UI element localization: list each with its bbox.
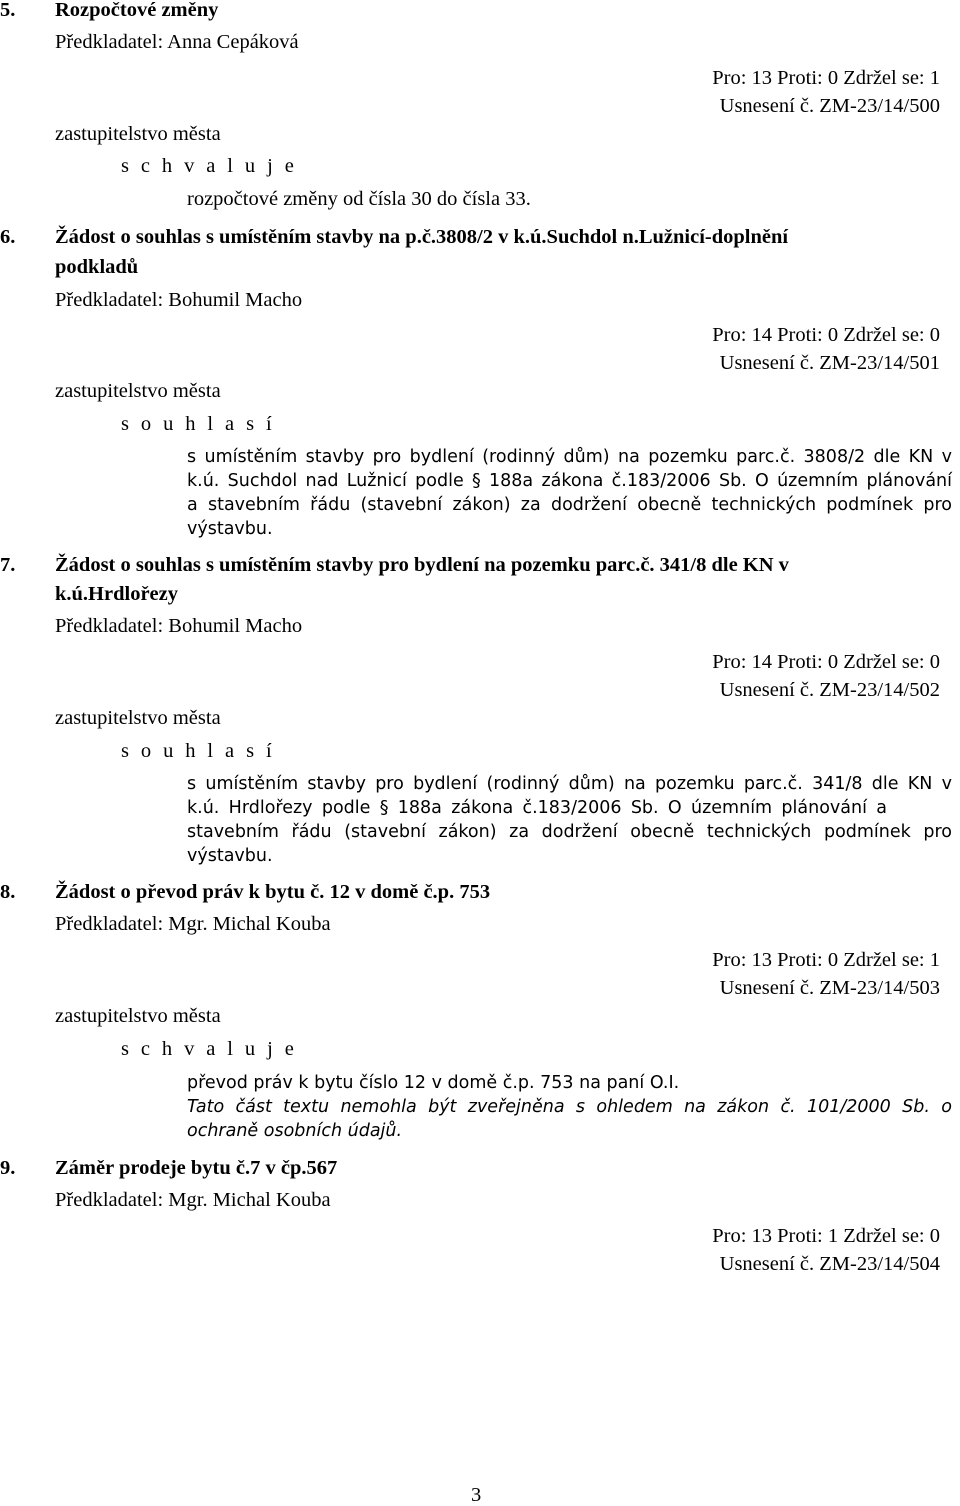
resolution-number: Usnesení č. ZM-23/14/500 [719, 95, 940, 117]
item-presenter: Předkladatel: Mgr. Michal Kouba [55, 913, 331, 935]
item-title: Žádost o souhlas s umístěním stavby pro bydlení na pozemku parc.č. 341/8 dle KN v [55, 554, 789, 576]
item-title: Rozpočtové změny [55, 0, 219, 21]
item-presenter: Předkladatel: Bohumil Macho [55, 289, 303, 311]
vote-result: Pro: 13 Proti: 0 Zdržel se: 1 [712, 67, 940, 89]
resolution-text-line: převod práv k bytu číslo 12 v domě č.p. 753 na paní O.I. [187, 1073, 680, 1093]
council-body: zastupitelstvo města [55, 380, 221, 402]
resolution-number: Usnesení č. ZM-23/14/504 [719, 1253, 940, 1275]
item-title: Záměr prodeje bytu č.7 v čp.567 [55, 1157, 338, 1179]
vote-result: Pro: 14 Proti: 0 Zdržel se: 0 [712, 324, 940, 346]
item-number: 5. [0, 0, 16, 21]
resolution-text-line: výstavbu. [187, 519, 273, 539]
item-presenter: Předkladatel: Bohumil Macho [55, 615, 303, 637]
item-number: 8. [0, 881, 16, 903]
resolution-text-line: výstavbu. [187, 846, 273, 866]
resolution-verb: s c h v a l u j e [121, 155, 298, 177]
item-number: 7. [0, 554, 16, 576]
item-presenter: Předkladatel: Mgr. Michal Kouba [55, 1189, 331, 1211]
vote-result: Pro: 13 Proti: 1 Zdržel se: 0 [712, 1225, 940, 1247]
resolution-text-line: stavebním řádu (stavební zákon) za dodržení obecně technických podmínek pro [187, 822, 952, 842]
item-title-continued: podkladů [55, 256, 139, 278]
resolution-verb: s c h v a l u j e [121, 1038, 298, 1060]
council-body: zastupitelstvo města [55, 1005, 221, 1027]
resolution-number: Usnesení č. ZM-23/14/503 [719, 977, 940, 999]
privacy-note: Tato část textu nemohla být zveřejněna s ohledem na zákon č. 101/2000 Sb. o [187, 1097, 952, 1117]
item-title: Žádost o souhlas s umístěním stavby na p.č.3808/2 v k.ú.Suchdol n.Lužnicí-doplnění [55, 226, 789, 248]
privacy-note: ochraně osobních údajů. [187, 1121, 403, 1141]
vote-result: Pro: 13 Proti: 0 Zdržel se: 1 [712, 949, 940, 971]
resolution-text: rozpočtové změny od čísla 30 do čísla 33. [187, 188, 531, 210]
council-body: zastupitelstvo města [55, 707, 221, 729]
resolution-number: Usnesení č. ZM-23/14/502 [719, 679, 940, 701]
resolution-verb: s o u h l a s í [121, 413, 276, 435]
item-title: Žádost o převod práv k bytu č. 12 v domě č.p. 753 [55, 881, 491, 903]
resolution-text-line: s umístěním stavby pro bydlení (rodinný dům) na pozemku parc.č. 341/8 dle KN v [187, 774, 952, 794]
resolution-text-line: a stavebním řádu (stavební zákon) za dodržení obecně technických podmínek pro [187, 495, 952, 515]
item-presenter: Předkladatel: Anna Cepáková [55, 31, 299, 53]
page-number: 3 [471, 1484, 482, 1506]
item-number: 6. [0, 226, 16, 248]
item-title-continued: k.ú.Hrdlořezy [55, 583, 178, 605]
resolution-verb: s o u h l a s í [121, 740, 276, 762]
resolution-text-line: k.ú. Hrdlořezy podle § 188a zákona č.183/2006 Sb. O územním plánování a [187, 798, 887, 818]
council-body: zastupitelstvo města [55, 123, 221, 145]
resolution-text-line: k.ú. Suchdol nad Lužnicí podle § 188a zákona č.183/2006 Sb. O územním plánování [187, 471, 952, 491]
resolution-text-line: s umístěním stavby pro bydlení (rodinný dům) na pozemku parc.č. 3808/2 dle KN v [187, 447, 952, 467]
item-number: 9. [0, 1157, 16, 1179]
resolution-number: Usnesení č. ZM-23/14/501 [719, 352, 940, 374]
vote-result: Pro: 14 Proti: 0 Zdržel se: 0 [712, 651, 940, 673]
